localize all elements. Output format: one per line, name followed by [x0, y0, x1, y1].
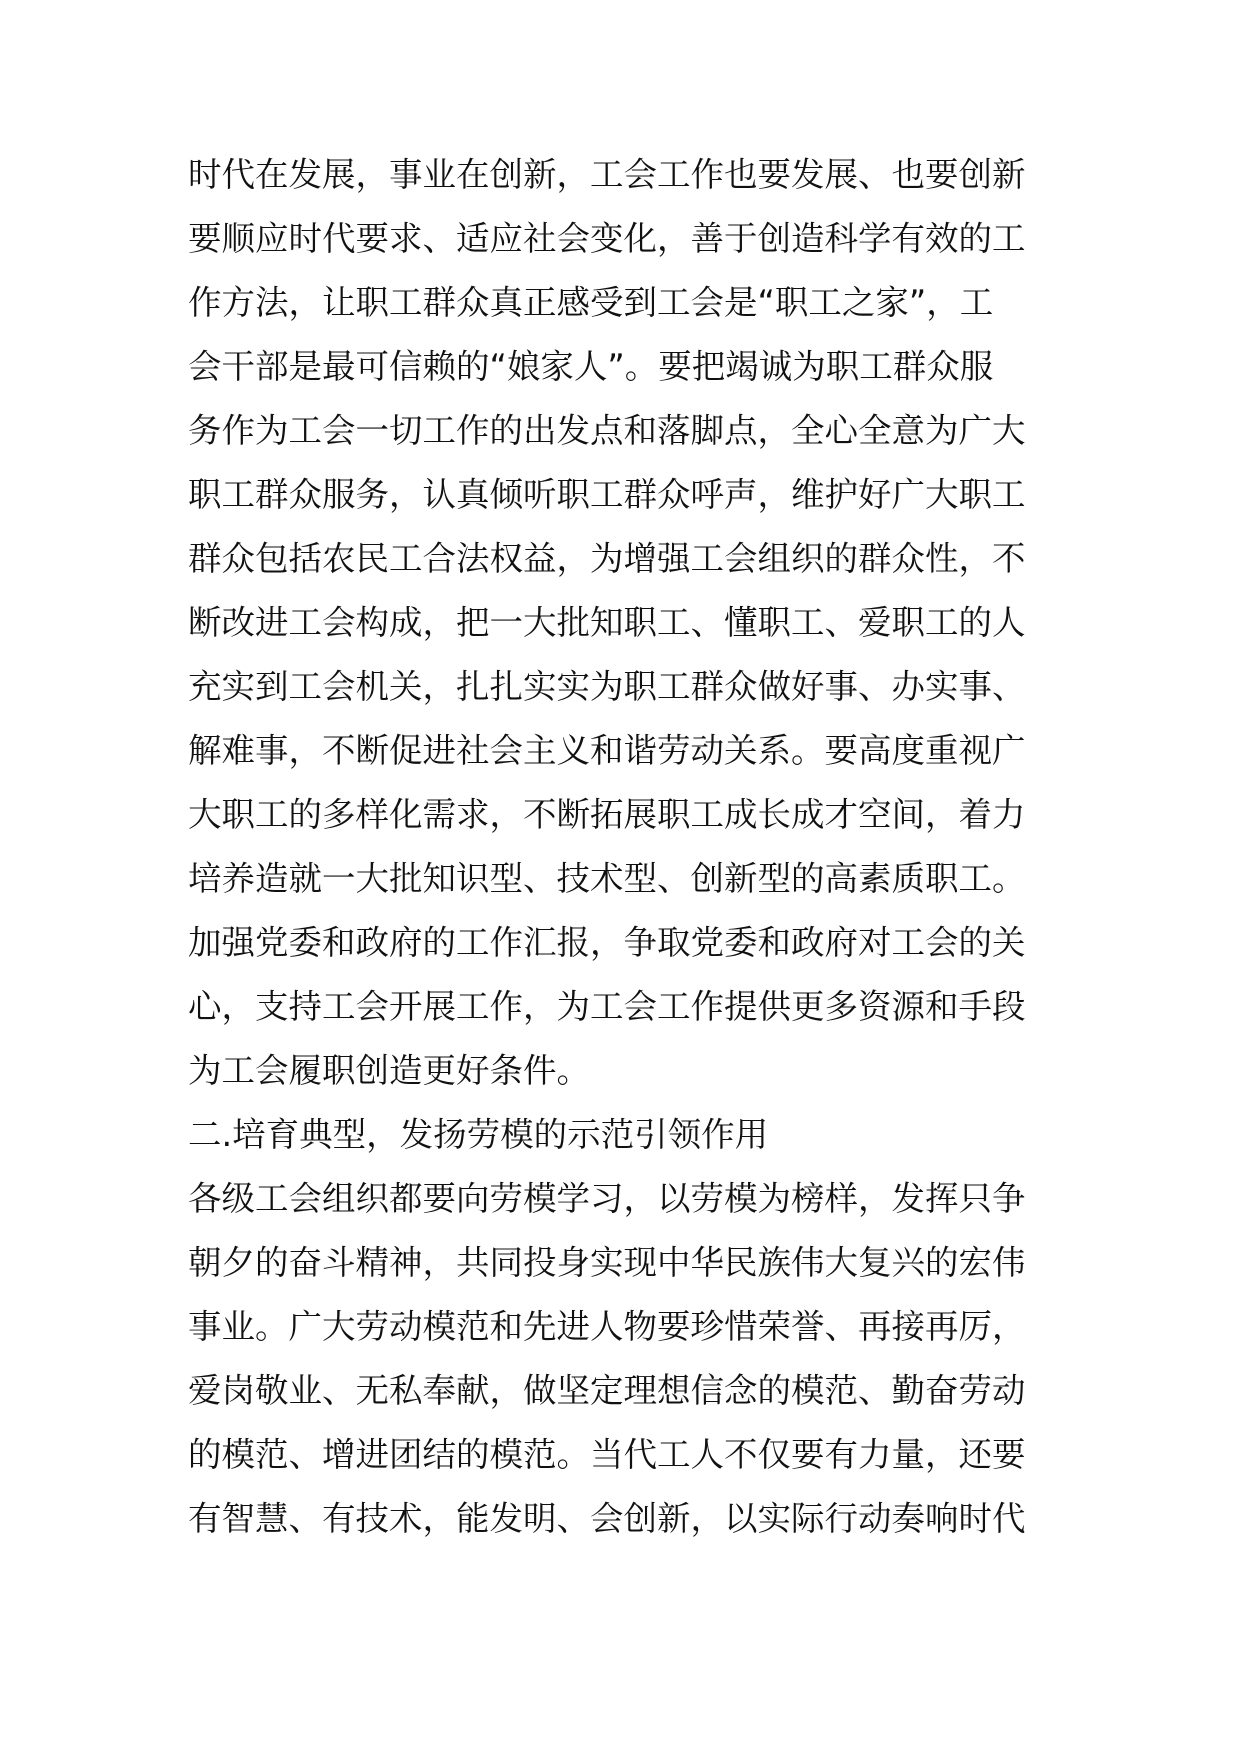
text-line: 务作为工会一切工作的出发点和落脚点，全心全意为广大 — [188, 411, 1026, 450]
text-line: 断改进工会构成，把一大批知职工、懂职工、爱职工的人 — [188, 603, 1026, 642]
text-line: 的模范、增进团结的模范。当代工人不仅要有力量，还要 — [188, 1435, 1026, 1474]
text-line: 会干部是最可信赖的“娘家人”。要把竭诚为职工群众服 — [188, 347, 994, 386]
text-line: 爱岗敬业、无私奉献，做坚定理想信念的模范、勤奋劳动 — [188, 1371, 1026, 1410]
text-line: 职工群众服务，认真倾听职工群众呼声，维护好广大职工 — [188, 475, 1026, 514]
text-line: 各级工会组织都要向劳模学习，以劳模为榜样，发挥只争 — [188, 1179, 1026, 1218]
text-line: 要顺应时代要求、适应社会变化，善于创造科学有效的工 — [188, 219, 1026, 258]
text-line: 充实到工会机关，扎扎实实为职工群众做好事、办实事、 — [188, 667, 1026, 706]
text-line: 培养造就一大批知识型、技术型、创新型的高素质职工。 — [188, 859, 1026, 898]
text-line: 有智慧、有技术，能发明、会创新，以实际行动奏响时代 — [188, 1499, 1026, 1538]
text-line: 心，支持工会开展工作，为工会工作提供更多资源和手段 — [188, 987, 1026, 1026]
text-line: 时代在发展，事业在创新，工会工作也要发展、也要创新 — [188, 155, 1026, 194]
text-line: 大职工的多样化需求，不断拓展职工成长成才空间，着力 — [188, 795, 1026, 834]
text-line: 解难事，不断促进社会主义和谐劳动关系。要高度重视广 — [188, 731, 1026, 770]
text-line: 事业。广大劳动模范和先进人物要珍惜荣誉、再接再厉， — [188, 1307, 1026, 1346]
text-line: 作方法，让职工群众真正感受到工会是“职工之家”，工 — [188, 283, 994, 322]
text-line: 为工会履职创造更好条件。 — [188, 1051, 590, 1090]
text-line: 朝夕的奋斗精神，共同投身实现中华民族伟大复兴的宏伟 — [188, 1243, 1026, 1282]
section-heading: 二.培育典型，发扬劳模的示范引领作用 — [188, 1115, 769, 1154]
text-line: 群众包括农民工合法权益，为增强工会组织的群众性，不 — [188, 539, 1026, 578]
text-line: 加强党委和政府的工作汇报，争取党委和政府对工会的关 — [188, 923, 1026, 962]
